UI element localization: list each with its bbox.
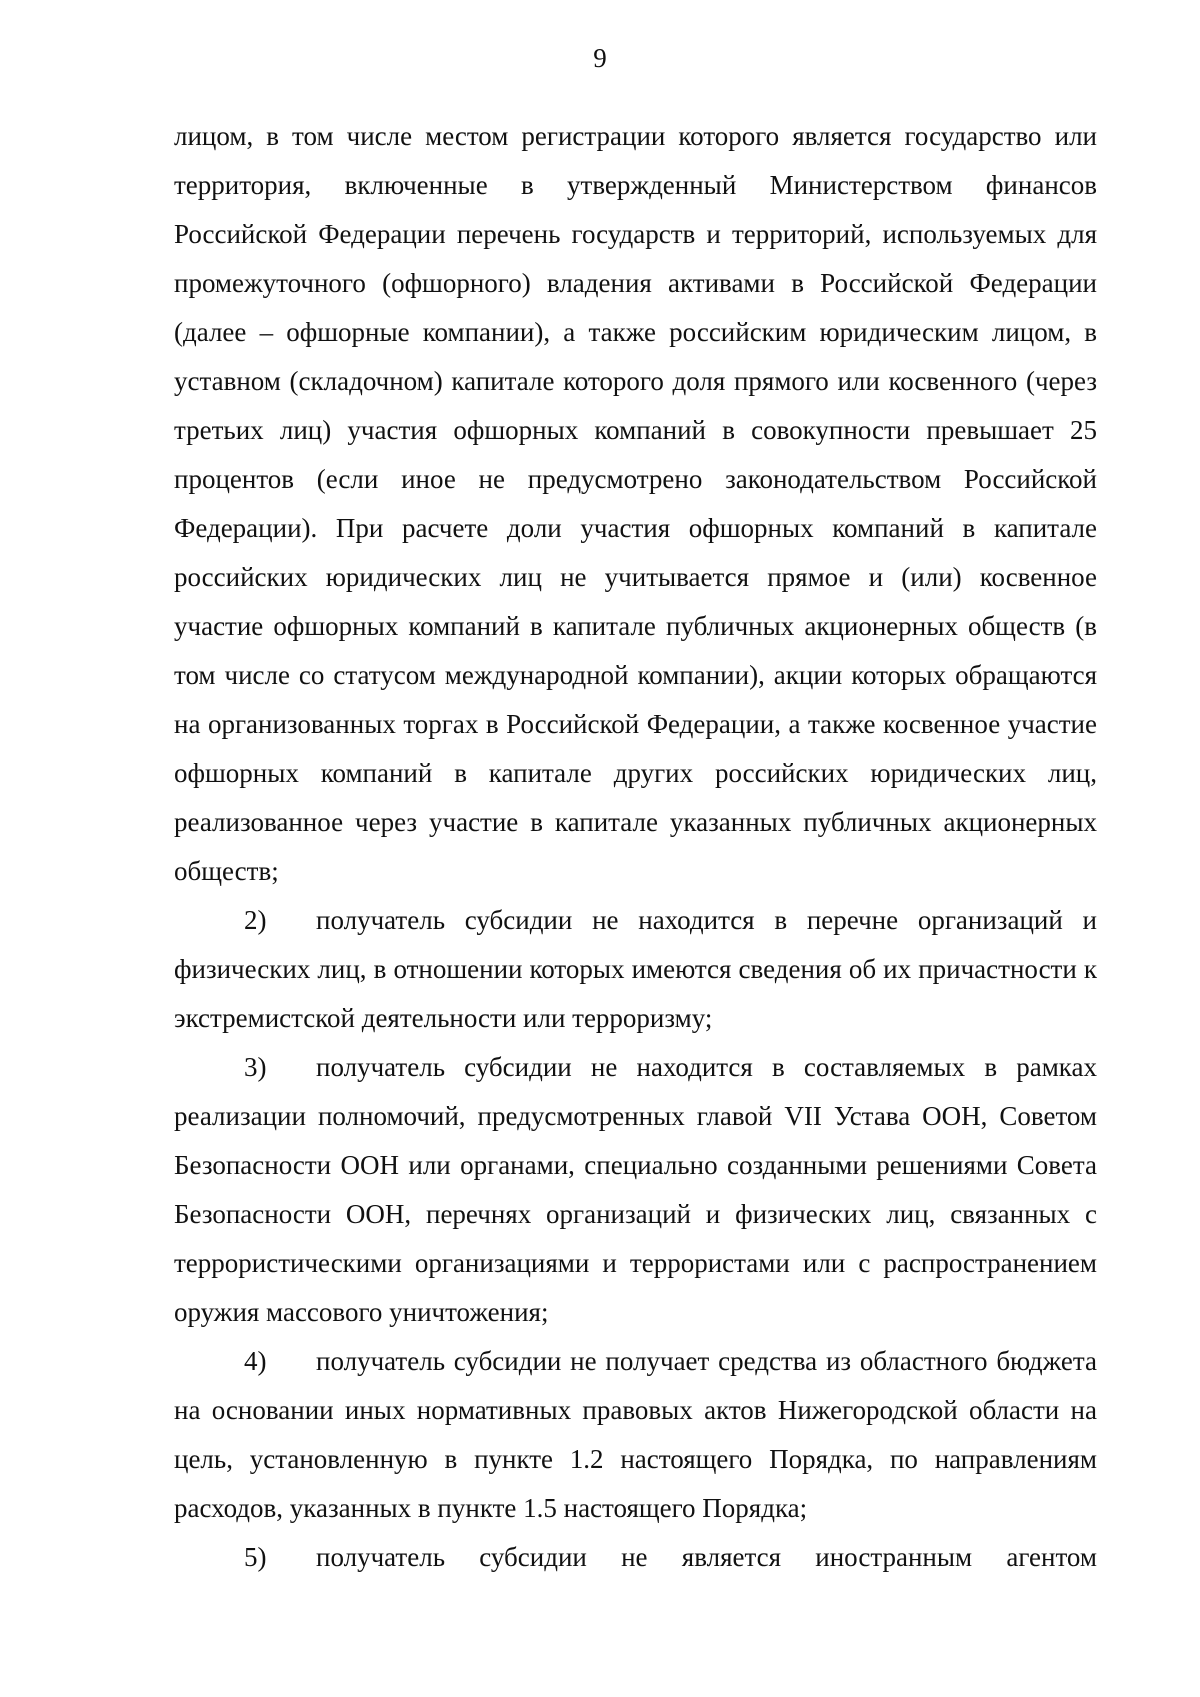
list-item-number: 2) [244,905,267,935]
list-item-2 [174,896,1097,1043]
list-item-text: получатель субсидии не находится в перечне организаций и физических лиц, в отношении которых имеются сведения об их причастности к экстремистской деятельности или терроризму; [174,905,1097,1033]
paragraph-continuation: лицом, в том числе местом регистрации которого является государство или территория, включенные в утвержденный Министерством финансов Российской Федерации перечень государств и территорий, используемых для промежуточного (офшорного) владения активами в Российской Федерации (далее – офшорные компании), а также российским юридическим лицом, в уставном (складочном) капитале которого доля прямого или косвенного (через третьих лиц) участия офшорных компаний в совокупности превышает 25 процентов (если иное не предусмотрено законодательством Российской Федерации). При расчете доли участия офшорных компаний в капитале российских юридических лиц не учитывается прямое и (или) косвенное участие офшорных компаний в капитале публичных акционерных обществ (в том числе со статусом международной компании), акции которых обращаются на организованных торгах в Российской Федерации, а также косвенное участие офшорных компаний в капитале других российских юридических лиц, реализованное через участие в капитале указанных публичных акционерных обществ; [174,121,1097,886]
list-item-4 [174,1337,1097,1533]
list-item-3 [174,1043,1097,1337]
list-item-text: получатель субсидии не находится в составляемых в рамках реализации полномочий, предусмотренных главой VII Устава ООН, Советом Безопасности ООН или органами, специально созданными решениями Совета Безопасности ООН, перечнях организаций и физических лиц, связанных с террористическими организациями и террористами или с распространением оружия массового уничтожения; [174,1052,1097,1327]
list-item-text: получатель субсидии не является иностранным агентом [316,1542,1097,1572]
page-number: 9 [593,43,607,73]
list-item-5 [174,1533,1097,1582]
document-body [174,112,1097,1582]
list-item-number: 4) [244,1346,267,1376]
list-item-text: получатель субсидии не получает средства из областного бюджета на основании иных нормативных правовых актов Нижегородской области на цель, установленную в пункте 1.2 настоящего Порядка, по направлениям расходов, указанных в пункте 1.5 настоящего Порядка; [174,1346,1097,1523]
list-item-number: 5) [244,1542,267,1572]
list-item-number: 3) [244,1052,267,1082]
